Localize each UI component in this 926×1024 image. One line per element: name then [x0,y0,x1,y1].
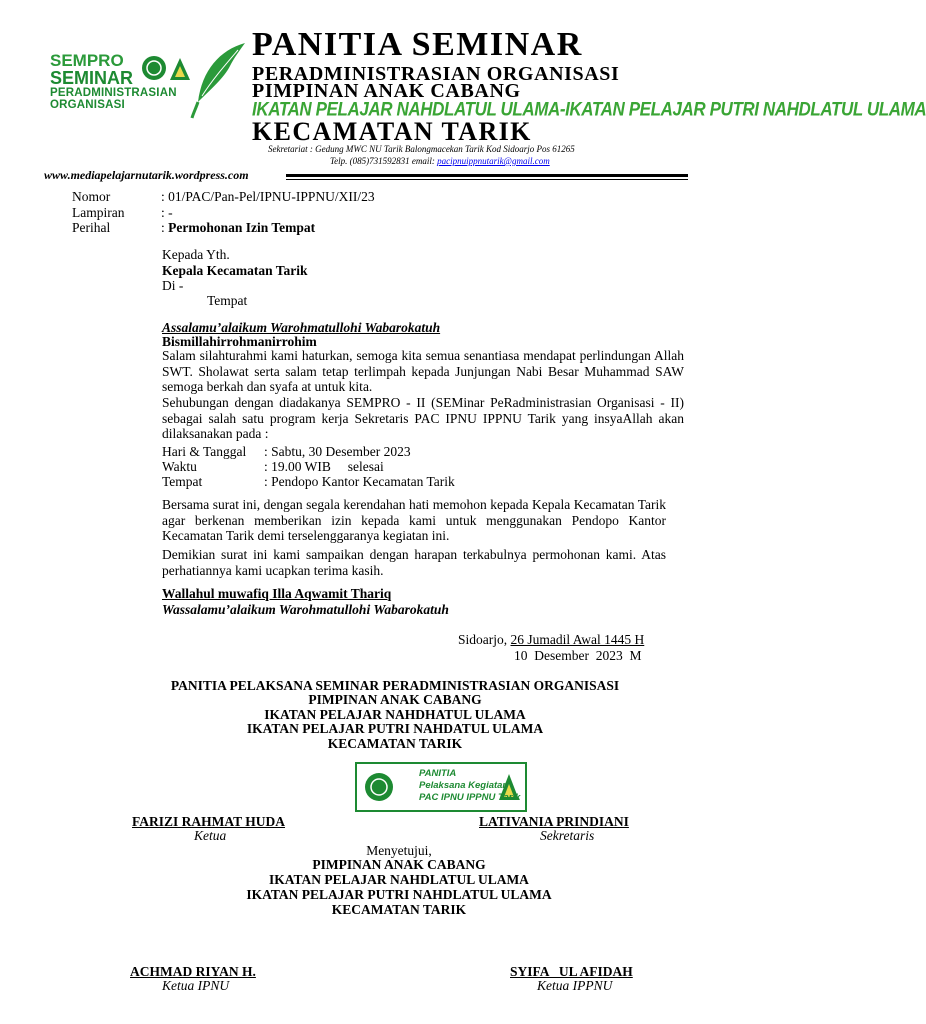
menyetujui: Menyetujui, [366,843,432,858]
stamp-line2: Pelaksana Kegiatan [419,780,509,791]
ketua-name: FARIZI RAHMAT HUDA [132,814,286,829]
closing-2: Wassalamu’alaikum Warohmatullohi Wabarokatuh [162,602,449,617]
ipnu-ippnu-emblem-icon [140,52,196,86]
salam: Assalamu’alaikum Warohmatullohi Wabarokatuh [162,320,441,335]
org-line3: IKATAN PELAJAR PUTRI NAHDLATUL ULAMA [246,887,552,902]
committee-line1: PANITIA PELAKSANA SEMINAR PERADMINISTRASIAN ORGANISASI [170,678,620,693]
letterhead-title-3: PIMPINAN ANAK CABANG [252,80,521,102]
quill-feather-icon [190,40,250,120]
email-link[interactable]: pacipnuippnutarik@gmail.com [437,156,550,166]
ippnu-role: Ketua IPPNU [537,978,613,993]
waktu-label: Waktu [162,459,197,474]
committee-line3: IKATAN PELAJAR NAHDHATUL ULAMA [264,707,526,722]
org-line4: KECAMATAN TARIK [331,902,467,917]
committee-stamp [355,762,527,812]
paragraph-4: Demikian surat ini kami sampaikan dengan harapan terkabulnya permohonan kami. Atas perhatiannya kami ucapkan terima kasih. [162,547,666,578]
date-masehi: 10 Desember 2023 M [514,648,642,663]
perihal-label: Perihal [72,220,111,235]
letterhead-title-1: PANITIA SEMINAR [252,26,583,63]
header-rule-thick [286,174,688,177]
sekretaris-role: Sekretaris [540,828,595,843]
address-line3: Di - [162,278,184,293]
committee-line2: PIMPINAN ANAK CABANG [308,692,482,707]
paragraph-3: Bersama surat ini, dengan segala kerendahan hati memohon kepada Kepala Kecamatan Tarik agar berkenan memberikan izin kepada kami untuk menggunakan Pendopo Kantor Kecamatan Tarik demi terselenggaranya kegiatan ini. [162,497,666,543]
header-rule-thin [286,179,688,180]
date-hijri: 26 Jumadil Awal 1445 H [510,632,645,647]
hari-value: : Sabtu, 30 Desember 2023 [264,444,411,459]
closing-1: Wallahul muwafiq Illa Aqwamit Thariq [162,586,392,601]
paragraph-1: Salam silahturahmi kami haturkan, semoga kita semua senantiasa mendapat perlindungan Allah SWT. Sholawat serta salam tetap terlimpah kepada Junjungan Nabi Besar Muhammad SAW semoga berkah dan syafa at untuk kita. [162,348,684,394]
logo-line2: SEMINAR [50,68,134,88]
hari-label: Hari & Tanggal [162,444,247,459]
ipnu-role: Ketua IPNU [162,978,230,993]
sekretariat-address: Sekretariat : Gedung MWC NU Tarik Balongmacekan Tarik Kod Sidoarjo Pos 61265 [268,144,575,154]
letterhead-title-5: KECAMATAN TARIK [252,117,532,146]
lampiran-label: Lampiran [72,205,125,220]
letterhead-title-4: IKATAN PELAJAR NAHDLATUL ULAMA-IKATAN PELAJAR PUTRI NAHDLATUL ULAMA [252,98,926,120]
perihal-colon: : [161,220,169,235]
nomor-value: : 01/PAC/Pan-Pel/IPNU-IPPNU/XII/23 [161,189,375,204]
website-text: www.mediapelajarnutarik.wordpress.com [44,168,249,182]
logo-line3: PERADMINISTRASIAN [50,87,177,99]
org-line2: IKATAN PELAJAR NAHDLATUL ULAMA [269,872,529,887]
committee-line5: KECAMATAN TARIK [327,736,463,751]
letterhead-title-2: PERADMINISTRASIAN ORGANISASI [252,63,620,85]
stamp-line3: PAC IPNU IPPNU Tarik [419,792,521,803]
perihal [161,220,315,236]
committee-line4: IKATAN PELAJAR PUTRI NAHDATUL ULAMA [246,721,544,736]
ketua-role: Ketua [194,828,227,843]
org-line1: PIMPINAN ANAK CABANG [312,857,486,872]
sekretaris-name: LATIVANIA PRINDIANI [479,814,629,829]
tempat-value: : Pendopo Kantor Kecamatan Tarik [264,474,455,489]
ipnu-name: ACHMAD RIYAN H. [130,964,256,979]
date-place: Sidoarjo, [458,632,511,647]
date-hijri-line [458,632,644,648]
lampiran-value: : - [161,205,173,220]
basmalah: Bismillahirrohmanirrohim [162,334,317,349]
address-line4: Tempat [207,293,248,308]
ippnu-name: SYIFA UL AFIDAH [510,964,633,979]
waktu-value: : 19.00 WIB selesai [264,459,384,474]
telp-text: Telp. (085)731592831 email: [330,156,438,166]
perihal-value: Permohonan Izin Tempat [168,220,316,235]
address-line2: Kepala Kecamatan Tarik [162,263,308,278]
address-line1: Kepada Yth. [162,247,230,262]
nomor-label: Nomor [72,189,111,204]
logo-line4: ORGANISASI [50,99,125,111]
paragraph-2: Sehubungan dengan diadakanya SEMPRO - II (SEMinar PeRadministrasian Organisasi - II) sebagai salah satu program kerja Sekretaris PAC IPNU IPPNU Tarik yang insyaAllah akan dilaksanakan pada : [162,395,684,441]
tempat-label: Tempat [162,474,203,489]
stamp-emblem-icon [363,770,403,804]
contact-line [330,156,550,166]
stamp-line1: PANITIA [419,768,457,779]
logo-line1: SEMPRO [50,51,124,70]
